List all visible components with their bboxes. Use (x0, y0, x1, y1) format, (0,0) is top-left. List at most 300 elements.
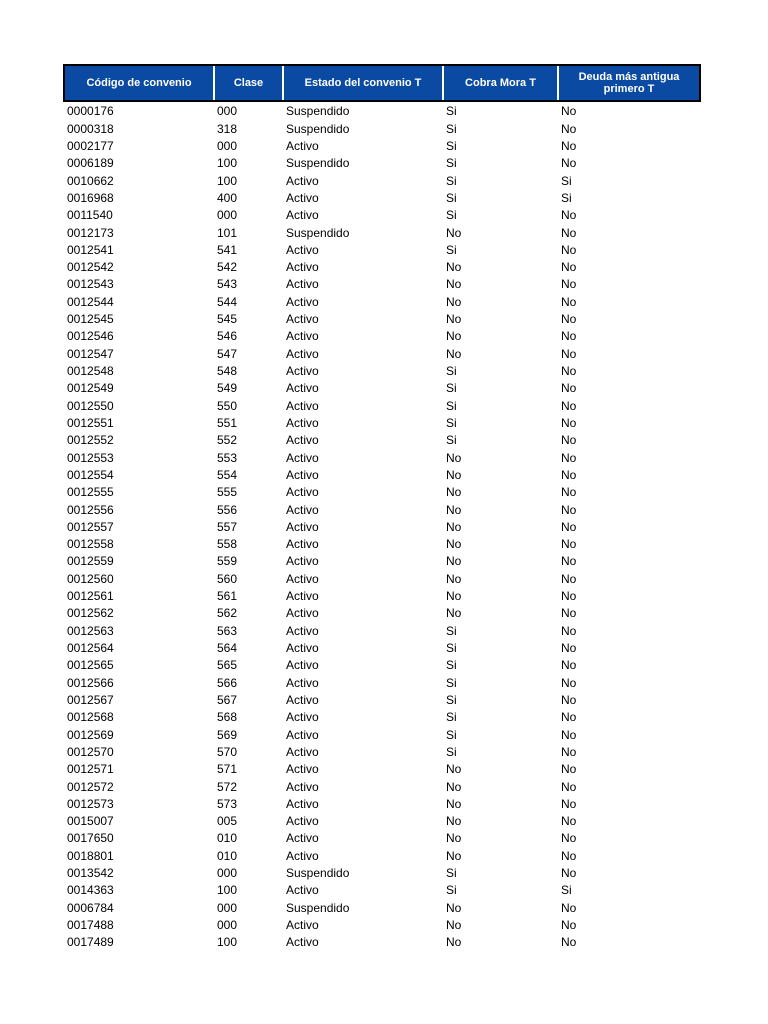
cell-deuda-mas-antigua[interactable]: No (561, 779, 577, 794)
cell-deuda-mas-antigua[interactable]: No (561, 571, 577, 586)
cell-codigo-convenio[interactable]: 0000176 (67, 104, 114, 119)
cell-codigo-convenio[interactable]: 0018801 (67, 848, 114, 863)
header-clase[interactable]: Clase (214, 65, 283, 101)
cell-cobra-mora[interactable]: No (446, 554, 462, 569)
cell-estado-convenio[interactable]: Activo (286, 692, 319, 707)
cell-codigo-convenio[interactable]: 0012569 (67, 727, 114, 742)
cell-codigo-convenio[interactable]: 0012571 (67, 762, 114, 777)
cell-deuda-mas-antigua[interactable]: No (561, 467, 577, 482)
cell-cobra-mora[interactable]: No (446, 346, 462, 361)
cell-deuda-mas-antigua[interactable]: No (561, 641, 577, 655)
cell-estado-convenio[interactable]: Activo (286, 606, 319, 621)
table-row (64, 603, 700, 620)
cell-codigo-convenio[interactable]: 0012554 (67, 467, 114, 482)
cell-clase[interactable]: 560 (217, 571, 238, 586)
cell-codigo-convenio[interactable]: 0012547 (67, 346, 114, 361)
cell-cobra-mora[interactable]: No (446, 225, 462, 240)
cell-cobra-mora[interactable]: No (446, 519, 462, 534)
cell-cobra-mora[interactable]: No (446, 329, 462, 344)
cell-clase[interactable]: 543 (217, 277, 238, 292)
cell-codigo-convenio[interactable]: 0012550 (67, 398, 114, 413)
cell-deuda-mas-antigua[interactable]: No (561, 346, 577, 361)
cell-clase[interactable]: 561 (217, 589, 238, 604)
table-row (64, 620, 700, 637)
table-row (64, 395, 700, 412)
cell-cobra-mora[interactable]: No (446, 831, 462, 846)
table-row (64, 655, 700, 672)
table-row (64, 430, 700, 447)
cell-deuda-mas-antigua[interactable]: No (561, 242, 577, 257)
cell-cobra-mora[interactable]: No (446, 537, 462, 552)
table-row (64, 413, 700, 430)
cell-deuda-mas-antigua[interactable]: No (561, 415, 577, 430)
cell-estado-convenio[interactable]: Activo (286, 138, 319, 153)
cell-deuda-mas-antigua[interactable]: No (561, 381, 577, 396)
table-row (64, 188, 700, 205)
cell-codigo-convenio[interactable]: 0012548 (67, 364, 114, 378)
cell-clase[interactable]: 566 (217, 675, 238, 690)
header-deuda-mas-antigua[interactable]: Deuda más antigua primero T (558, 65, 700, 101)
cell-clase[interactable]: 000 (217, 918, 238, 932)
cell-codigo-convenio[interactable]: 0002177 (67, 138, 114, 153)
cell-deuda-mas-antigua[interactable]: No (561, 848, 577, 863)
cell-estado-convenio[interactable]: Activo (286, 814, 319, 829)
cell-deuda-mas-antigua[interactable]: No (561, 900, 577, 915)
cell-cobra-mora[interactable]: Si (446, 433, 457, 448)
cell-estado-convenio[interactable]: Activo (286, 848, 319, 863)
cell-estado-convenio[interactable]: Activo (286, 415, 319, 430)
cell-cobra-mora[interactable]: No (446, 814, 462, 829)
cell-codigo-convenio[interactable]: 0012566 (67, 675, 114, 690)
cell-estado-convenio[interactable]: Activo (286, 641, 319, 655)
cell-deuda-mas-antigua[interactable]: No (561, 692, 577, 707)
cell-clase[interactable]: 568 (217, 710, 238, 725)
table-row (64, 690, 700, 707)
cell-cobra-mora[interactable]: Si (446, 727, 457, 742)
cell-estado-convenio[interactable]: Activo (286, 364, 319, 378)
cell-cobra-mora[interactable]: Si (446, 692, 457, 707)
table-row (64, 724, 700, 741)
cell-cobra-mora[interactable]: Si (446, 242, 457, 257)
cell-codigo-convenio[interactable]: 0014363 (67, 883, 114, 898)
cell-deuda-mas-antigua[interactable]: No (561, 329, 577, 344)
cell-codigo-convenio[interactable]: 0017489 (67, 935, 114, 950)
table-row (64, 257, 700, 274)
cell-cobra-mora[interactable]: Si (446, 866, 457, 881)
table-row (64, 707, 700, 724)
cell-clase[interactable]: 559 (217, 554, 238, 569)
cell-clase[interactable]: 573 (217, 796, 238, 811)
cell-clase[interactable]: 548 (217, 364, 238, 378)
cell-codigo-convenio[interactable]: 0012542 (67, 260, 114, 275)
cell-cobra-mora[interactable]: Si (446, 623, 457, 638)
cell-deuda-mas-antigua[interactable]: No (561, 364, 577, 378)
cell-codigo-convenio[interactable]: 0000318 (67, 121, 114, 136)
cell-estado-convenio[interactable]: Suspendido (286, 156, 350, 171)
cell-cobra-mora[interactable]: No (446, 502, 462, 517)
table-row (64, 361, 700, 378)
table-row (64, 205, 700, 222)
table-row (64, 638, 700, 655)
cell-clase[interactable]: 000 (217, 138, 238, 153)
cell-codigo-convenio[interactable]: 0012545 (67, 312, 114, 327)
cell-codigo-convenio[interactable]: 0012572 (67, 779, 114, 794)
table-row (64, 517, 700, 534)
cell-cobra-mora[interactable]: No (446, 571, 462, 586)
cell-clase[interactable]: 547 (217, 346, 238, 361)
cell-estado-convenio[interactable]: Activo (286, 571, 319, 586)
cell-deuda-mas-antigua[interactable]: No (561, 502, 577, 517)
cell-cobra-mora[interactable]: No (446, 900, 462, 915)
cell-cobra-mora[interactable]: Si (446, 744, 457, 759)
table-row (64, 932, 700, 949)
header-row (64, 65, 700, 101)
cell-estado-convenio[interactable]: Activo (286, 883, 319, 898)
cell-deuda-mas-antigua[interactable]: No (561, 433, 577, 448)
cell-codigo-convenio[interactable]: 0012549 (67, 381, 114, 396)
cell-clase[interactable]: 553 (217, 450, 238, 465)
cell-clase[interactable]: 570 (217, 744, 238, 759)
cell-estado-convenio[interactable]: Suspendido (286, 225, 350, 240)
cell-deuda-mas-antigua[interactable]: No (561, 589, 577, 604)
cell-clase[interactable]: 010 (217, 848, 238, 863)
cell-estado-convenio[interactable]: Activo (286, 623, 319, 638)
cell-cobra-mora[interactable]: No (446, 848, 462, 863)
table-row (64, 776, 700, 793)
cell-estado-convenio[interactable]: Activo (286, 190, 319, 205)
cell-clase[interactable]: 565 (217, 658, 238, 673)
cell-cobra-mora[interactable]: No (446, 589, 462, 604)
cell-codigo-convenio[interactable]: 0012543 (67, 277, 114, 292)
table-row (64, 534, 700, 551)
cell-cobra-mora[interactable]: Si (446, 415, 457, 430)
cell-clase[interactable]: 100 (217, 156, 238, 171)
cell-codigo-convenio[interactable]: 0012552 (67, 433, 114, 448)
cell-clase[interactable]: 010 (217, 831, 238, 846)
cell-estado-convenio[interactable]: Activo (286, 519, 319, 534)
cell-cobra-mora[interactable]: Si (446, 710, 457, 725)
header-estado-convenio[interactable]: Estado del convenio T (283, 65, 443, 101)
cell-estado-convenio[interactable]: Activo (286, 675, 319, 690)
cell-clase[interactable]: 000 (217, 104, 238, 119)
cell-estado-convenio[interactable]: Activo (286, 346, 319, 361)
spreadsheet-sheet (63, 64, 699, 949)
cell-estado-convenio[interactable]: Activo (286, 381, 319, 396)
cell-codigo-convenio[interactable]: 0012561 (67, 589, 114, 604)
cell-estado-convenio[interactable]: Activo (286, 208, 319, 223)
cell-cobra-mora[interactable]: No (446, 762, 462, 777)
cell-estado-convenio[interactable]: Activo (286, 918, 319, 932)
cell-cobra-mora[interactable]: Si (446, 364, 457, 378)
cell-cobra-mora[interactable]: Si (446, 190, 457, 205)
table-row (64, 828, 700, 845)
table-row (64, 897, 700, 914)
cell-cobra-mora[interactable]: No (446, 450, 462, 465)
table-row (64, 378, 700, 395)
cell-deuda-mas-antigua[interactable]: No (561, 225, 577, 240)
cell-deuda-mas-antigua[interactable]: No (561, 796, 577, 811)
cell-cobra-mora[interactable]: Si (446, 381, 457, 396)
cell-estado-convenio[interactable]: Activo (286, 260, 319, 275)
cell-deuda-mas-antigua[interactable]: No (561, 104, 577, 119)
cell-deuda-mas-antigua[interactable]: No (561, 485, 577, 500)
cell-deuda-mas-antigua[interactable]: No (561, 727, 577, 742)
cell-clase[interactable]: 558 (217, 537, 238, 552)
cell-codigo-convenio[interactable]: 0012558 (67, 537, 114, 552)
table-row (64, 880, 700, 897)
cell-codigo-convenio[interactable]: 0012546 (67, 329, 114, 344)
cell-deuda-mas-antigua[interactable]: Si (561, 190, 572, 205)
cell-deuda-mas-antigua[interactable]: No (561, 675, 577, 690)
cell-deuda-mas-antigua[interactable]: No (561, 260, 577, 275)
cell-estado-convenio[interactable]: Activo (286, 935, 319, 950)
cell-clase[interactable]: 400 (217, 190, 238, 205)
cell-deuda-mas-antigua[interactable]: No (561, 918, 577, 932)
cell-cobra-mora[interactable]: Si (446, 883, 457, 898)
cell-cobra-mora[interactable]: Si (446, 173, 457, 188)
cell-estado-convenio[interactable]: Activo (286, 312, 319, 327)
cell-estado-convenio[interactable]: Suspendido (286, 866, 350, 881)
table-row (64, 568, 700, 585)
cell-codigo-convenio[interactable]: 0012560 (67, 571, 114, 586)
table-row (64, 274, 700, 291)
cell-clase[interactable]: 571 (217, 762, 238, 777)
cell-clase[interactable]: 569 (217, 727, 238, 742)
cell-codigo-convenio[interactable]: 0012568 (67, 710, 114, 725)
cell-estado-convenio[interactable]: Activo (286, 294, 319, 309)
cell-codigo-convenio[interactable]: 0015007 (67, 814, 114, 829)
cell-codigo-convenio[interactable]: 0012556 (67, 502, 114, 517)
cell-deuda-mas-antigua[interactable]: No (561, 398, 577, 413)
table-row (64, 811, 700, 828)
cell-estado-convenio[interactable]: Activo (286, 779, 319, 794)
cell-codigo-convenio[interactable]: 0017650 (67, 831, 114, 846)
cell-codigo-convenio[interactable]: 0010662 (67, 173, 114, 188)
cell-estado-convenio[interactable]: Activo (286, 796, 319, 811)
cell-clase[interactable]: 563 (217, 623, 238, 638)
cell-deuda-mas-antigua[interactable]: No (561, 138, 577, 153)
cell-deuda-mas-antigua[interactable]: No (561, 294, 577, 309)
table-row (64, 326, 700, 343)
table-body (64, 101, 700, 949)
cell-clase[interactable]: 544 (217, 294, 238, 309)
cell-cobra-mora[interactable]: Si (446, 121, 457, 136)
table-row (64, 863, 700, 880)
convenios-table (63, 64, 701, 949)
cell-clase[interactable]: 554 (217, 467, 238, 482)
cell-estado-convenio[interactable]: Activo (286, 710, 319, 725)
cell-clase[interactable]: 545 (217, 312, 238, 327)
cell-clase[interactable]: 541 (217, 242, 238, 257)
cell-codigo-convenio[interactable]: 0012555 (67, 485, 114, 500)
cell-deuda-mas-antigua[interactable]: No (561, 831, 577, 846)
cell-clase[interactable]: 005 (217, 814, 238, 829)
table-row (64, 845, 700, 862)
cell-cobra-mora[interactable]: No (446, 779, 462, 794)
cell-codigo-convenio[interactable]: 0012564 (67, 641, 114, 655)
cell-estado-convenio[interactable]: Activo (286, 554, 319, 569)
cell-deuda-mas-antigua[interactable]: No (561, 312, 577, 327)
table-row (64, 222, 700, 239)
cell-estado-convenio[interactable]: Suspendido (286, 121, 350, 136)
cell-estado-convenio[interactable]: Activo (286, 467, 319, 482)
cell-cobra-mora[interactable]: No (446, 606, 462, 621)
table-row (64, 101, 700, 118)
cell-clase[interactable]: 552 (217, 433, 238, 448)
cell-estado-convenio[interactable]: Suspendido (286, 104, 350, 119)
header-cobra-mora[interactable]: Cobra Mora T (443, 65, 558, 101)
cell-cobra-mora[interactable]: Si (446, 138, 457, 153)
cell-codigo-convenio[interactable]: 0006784 (67, 900, 114, 915)
cell-estado-convenio[interactable]: Activo (286, 398, 319, 413)
cell-codigo-convenio[interactable]: 0016968 (67, 190, 114, 205)
cell-codigo-convenio[interactable]: 0006189 (67, 156, 114, 171)
table-row (64, 447, 700, 464)
cell-codigo-convenio[interactable]: 0013542 (67, 866, 114, 881)
cell-deuda-mas-antigua[interactable]: No (561, 554, 577, 569)
cell-clase[interactable]: 542 (217, 260, 238, 275)
cell-cobra-mora[interactable]: No (446, 935, 462, 950)
cell-cobra-mora[interactable]: No (446, 796, 462, 811)
header-codigo-convenio[interactable]: Código de convenio (64, 65, 214, 101)
cell-estado-convenio[interactable]: Activo (286, 537, 319, 552)
cell-deuda-mas-antigua[interactable]: No (561, 744, 577, 759)
cell-cobra-mora[interactable]: No (446, 485, 462, 500)
cell-cobra-mora[interactable]: No (446, 918, 462, 932)
cell-clase[interactable]: 549 (217, 381, 238, 396)
cell-cobra-mora[interactable]: Si (446, 658, 457, 673)
cell-codigo-convenio[interactable]: 0012541 (67, 242, 114, 257)
cell-deuda-mas-antigua[interactable]: No (561, 208, 577, 223)
cell-clase[interactable]: 100 (217, 883, 238, 898)
cell-estado-convenio[interactable]: Activo (286, 589, 319, 604)
cell-deuda-mas-antigua[interactable]: No (561, 814, 577, 829)
cell-codigo-convenio[interactable]: 0012570 (67, 744, 114, 759)
table-row (64, 551, 700, 568)
cell-clase[interactable]: 546 (217, 329, 238, 344)
cell-cobra-mora[interactable]: Si (446, 641, 457, 655)
cell-estado-convenio[interactable]: Activo (286, 727, 319, 742)
cell-deuda-mas-antigua[interactable]: No (561, 623, 577, 638)
cell-deuda-mas-antigua[interactable]: No (561, 156, 577, 171)
cell-deuda-mas-antigua[interactable]: No (561, 762, 577, 777)
cell-estado-convenio[interactable]: Activo (286, 502, 319, 517)
cell-clase[interactable]: 562 (217, 606, 238, 621)
cell-cobra-mora[interactable]: Si (446, 156, 457, 171)
cell-estado-convenio[interactable]: Activo (286, 744, 319, 759)
cell-estado-convenio[interactable]: Activo (286, 277, 319, 292)
cell-deuda-mas-antigua[interactable]: No (561, 710, 577, 725)
cell-codigo-convenio[interactable]: 0012551 (67, 415, 114, 430)
cell-deuda-mas-antigua[interactable]: No (561, 121, 577, 136)
cell-estado-convenio[interactable]: Activo (286, 242, 319, 257)
table-row (64, 586, 700, 603)
cell-codigo-convenio[interactable]: 0012173 (67, 225, 114, 240)
cell-clase[interactable]: 555 (217, 485, 238, 500)
cell-estado-convenio[interactable]: Activo (286, 329, 319, 344)
cell-clase[interactable]: 564 (217, 641, 238, 655)
cell-estado-convenio[interactable]: Activo (286, 831, 319, 846)
table-row (64, 742, 700, 759)
cell-deuda-mas-antigua[interactable]: Si (561, 173, 572, 188)
cell-estado-convenio[interactable]: Activo (286, 433, 319, 448)
cell-deuda-mas-antigua[interactable]: No (561, 537, 577, 552)
table-row (64, 153, 700, 170)
cell-clase[interactable]: 000 (217, 208, 238, 223)
cell-clase[interactable]: 318 (217, 121, 238, 136)
cell-clase[interactable]: 000 (217, 866, 238, 881)
cell-codigo-convenio[interactable]: 0012562 (67, 606, 114, 621)
cell-clase[interactable]: 567 (217, 692, 238, 707)
cell-cobra-mora[interactable]: No (446, 312, 462, 327)
table-row (64, 499, 700, 516)
cell-codigo-convenio[interactable]: 0012559 (67, 554, 114, 569)
table-row (64, 482, 700, 499)
cell-deuda-mas-antigua[interactable]: No (561, 866, 577, 881)
cell-cobra-mora[interactable]: No (446, 277, 462, 292)
cell-codigo-convenio[interactable]: 0012557 (67, 519, 114, 534)
cell-clase[interactable]: 556 (217, 502, 238, 517)
cell-codigo-convenio[interactable]: 0011540 (67, 208, 113, 223)
cell-deuda-mas-antigua[interactable]: No (561, 606, 577, 621)
cell-deuda-mas-antigua[interactable]: Si (561, 883, 572, 898)
cell-codigo-convenio[interactable]: 0012565 (67, 658, 114, 673)
table-row (64, 794, 700, 811)
table-header (64, 65, 700, 101)
table-row (64, 915, 700, 932)
table-row (64, 291, 700, 308)
cell-deuda-mas-antigua[interactable]: No (561, 450, 577, 465)
cell-codigo-convenio[interactable]: 0012563 (67, 623, 114, 638)
cell-clase[interactable]: 550 (217, 398, 238, 413)
cell-cobra-mora[interactable]: Si (446, 208, 457, 223)
cell-clase[interactable]: 551 (217, 415, 238, 430)
table-row (64, 170, 700, 187)
cell-codigo-convenio[interactable]: 0017488 (67, 918, 114, 932)
table-row (64, 759, 700, 776)
cell-codigo-convenio[interactable]: 0012573 (67, 796, 114, 811)
cell-cobra-mora[interactable]: No (446, 260, 462, 275)
cell-estado-convenio[interactable]: Activo (286, 658, 319, 673)
cell-clase[interactable]: 100 (217, 935, 238, 950)
cell-clase[interactable]: 100 (217, 173, 238, 188)
cell-cobra-mora[interactable]: No (446, 294, 462, 309)
cell-deuda-mas-antigua[interactable]: No (561, 519, 577, 534)
cell-codigo-convenio[interactable]: 0012544 (67, 294, 114, 309)
cell-cobra-mora[interactable]: Si (446, 675, 457, 690)
table-row (64, 672, 700, 689)
cell-estado-convenio[interactable]: Activo (286, 485, 319, 500)
cell-estado-convenio[interactable]: Activo (286, 450, 319, 465)
cell-codigo-convenio[interactable]: 0012553 (67, 450, 114, 465)
cell-cobra-mora[interactable]: Si (446, 398, 457, 413)
cell-clase[interactable]: 000 (217, 900, 238, 915)
cell-estado-convenio[interactable]: Activo (286, 762, 319, 777)
cell-clase[interactable]: 101 (217, 225, 238, 240)
cell-deuda-mas-antigua[interactable]: No (561, 658, 577, 673)
cell-estado-convenio[interactable]: Suspendido (286, 900, 350, 915)
table-row (64, 465, 700, 482)
cell-deuda-mas-antigua[interactable]: No (561, 277, 577, 292)
cell-clase[interactable]: 557 (217, 519, 238, 534)
cell-estado-convenio[interactable]: Activo (286, 173, 319, 188)
cell-cobra-mora[interactable]: Si (446, 104, 457, 119)
cell-clase[interactable]: 572 (217, 779, 238, 794)
cell-codigo-convenio[interactable]: 0012567 (67, 692, 114, 707)
cell-deuda-mas-antigua[interactable]: No (561, 935, 577, 950)
table-row (64, 309, 700, 326)
cell-cobra-mora[interactable]: No (446, 467, 462, 482)
